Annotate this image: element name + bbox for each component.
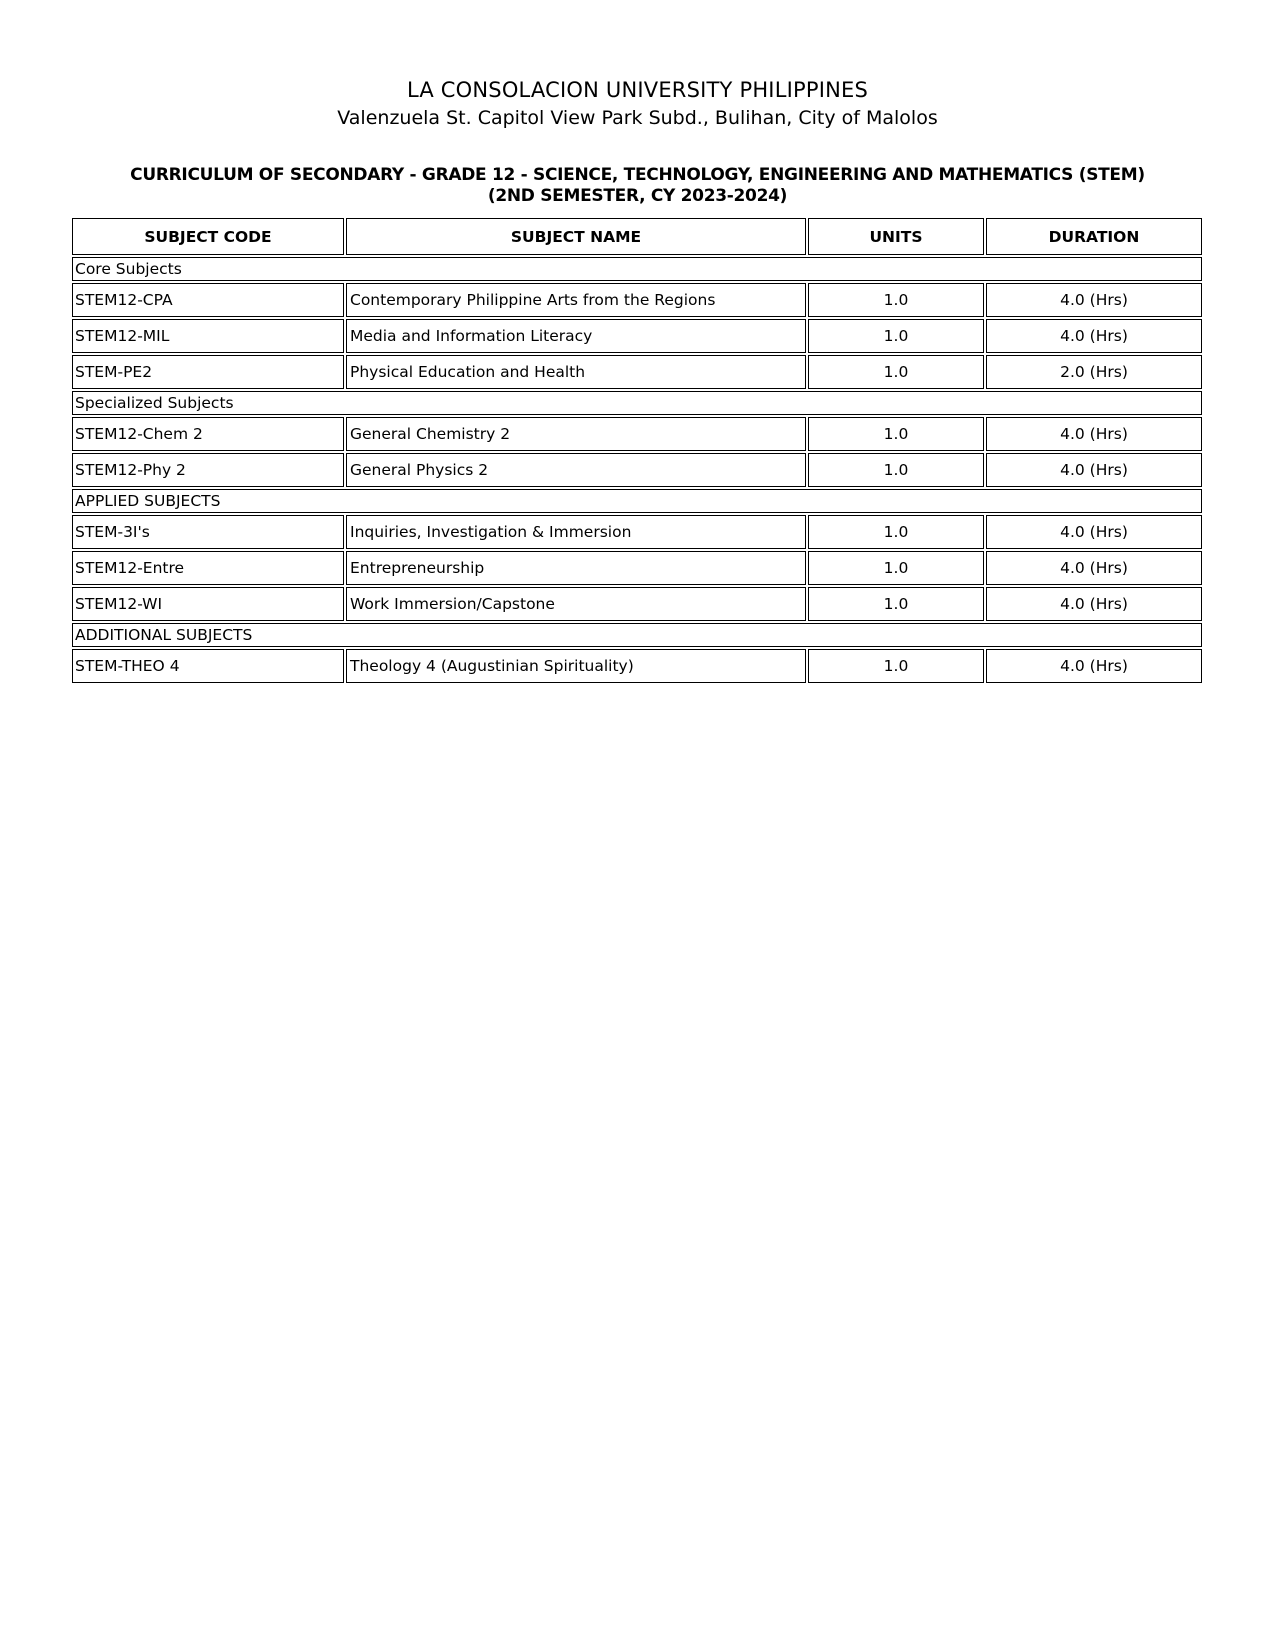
units-cell: 1.0 <box>808 453 984 487</box>
section-row <box>72 489 1202 513</box>
duration-cell: 4.0 (Hrs) <box>986 649 1202 683</box>
section-label-core-subjects: Core Subjects <box>72 257 1202 281</box>
subject-name-cell: Media and Information Literacy <box>346 319 806 353</box>
subject-code-cell: STEM12-Chem 2 <box>72 417 344 451</box>
section-label-applied-subjects: APPLIED SUBJECTS <box>72 489 1202 513</box>
subject-code-cell: STEM12-MIL <box>72 319 344 353</box>
section-row <box>72 623 1202 647</box>
subject-name-cell: Theology 4 (Augustinian Spirituality) <box>346 649 806 683</box>
table-row <box>72 515 1202 549</box>
units-cell: 1.0 <box>808 355 984 389</box>
subject-code-cell: STEM-THEO 4 <box>72 649 344 683</box>
duration-cell: 4.0 (Hrs) <box>986 587 1202 621</box>
duration-cell: 4.0 (Hrs) <box>986 283 1202 317</box>
duration-cell: 2.0 (Hrs) <box>986 355 1202 389</box>
subject-name-cell: Work Immersion/Capstone <box>346 587 806 621</box>
university-name: LA CONSOLACION UNIVERSITY PHILIPPINES <box>406 78 869 102</box>
table-row <box>72 551 1202 585</box>
table-header-row <box>72 218 1202 255</box>
table-row <box>72 417 1202 451</box>
curriculum-title <box>0 165 1275 207</box>
subject-name-cell: Physical Education and Health <box>346 355 806 389</box>
column-header-units: UNITS <box>808 218 984 255</box>
column-header-subject-code: SUBJECT CODE <box>72 218 344 255</box>
section-label-specialized-subjects: Specialized Subjects <box>72 391 1202 415</box>
table-row <box>72 283 1202 317</box>
subject-code-cell: STEM-3I's <box>72 515 344 549</box>
section-row <box>72 257 1202 281</box>
table-row <box>72 355 1202 389</box>
duration-cell: 4.0 (Hrs) <box>986 515 1202 549</box>
units-cell: 1.0 <box>808 551 984 585</box>
section-label-additional-subjects: ADDITIONAL SUBJECTS <box>72 623 1202 647</box>
units-cell: 1.0 <box>808 417 984 451</box>
section-row <box>72 391 1202 415</box>
units-cell: 1.0 <box>808 319 984 353</box>
units-cell: 1.0 <box>808 283 984 317</box>
subject-code-cell: STEM12-Entre <box>72 551 344 585</box>
university-address: Valenzuela St. Capitol View Park Subd., Bulihan, City of Malolos <box>337 107 938 129</box>
doc-header <box>0 0 1275 132</box>
units-cell: 1.0 <box>808 649 984 683</box>
curriculum-title-line2: (2ND SEMESTER, CY 2023-2024) <box>487 186 788 206</box>
subject-name-cell: Inquiries, Investigation & Immersion <box>346 515 806 549</box>
table-row <box>72 453 1202 487</box>
subject-code-cell: STEM12-WI <box>72 587 344 621</box>
subject-name-cell: Contemporary Philippine Arts from the Regions <box>346 283 806 317</box>
column-header-duration: DURATION <box>986 218 1202 255</box>
units-cell: 1.0 <box>808 515 984 549</box>
duration-cell: 4.0 (Hrs) <box>986 551 1202 585</box>
table-row <box>72 587 1202 621</box>
units-cell: 1.0 <box>808 587 984 621</box>
curriculum-table <box>70 216 1204 685</box>
subject-code-cell: STEM12-CPA <box>72 283 344 317</box>
subject-name-cell: General Chemistry 2 <box>346 417 806 451</box>
duration-cell: 4.0 (Hrs) <box>986 453 1202 487</box>
subject-code-cell: STEM12-Phy 2 <box>72 453 344 487</box>
column-header-subject-name: SUBJECT NAME <box>346 218 806 255</box>
duration-cell: 4.0 (Hrs) <box>986 417 1202 451</box>
subject-name-cell: Entrepreneurship <box>346 551 806 585</box>
table-row <box>72 319 1202 353</box>
table-row <box>72 649 1202 683</box>
subject-code-cell: STEM-PE2 <box>72 355 344 389</box>
subject-name-cell: General Physics 2 <box>346 453 806 487</box>
curriculum-title-line1: CURRICULUM OF SECONDARY - GRADE 12 - SCIENCE, TECHNOLOGY, ENGINEERING AND MATHEMATICS (STEM) <box>130 165 1145 185</box>
duration-cell: 4.0 (Hrs) <box>986 319 1202 353</box>
